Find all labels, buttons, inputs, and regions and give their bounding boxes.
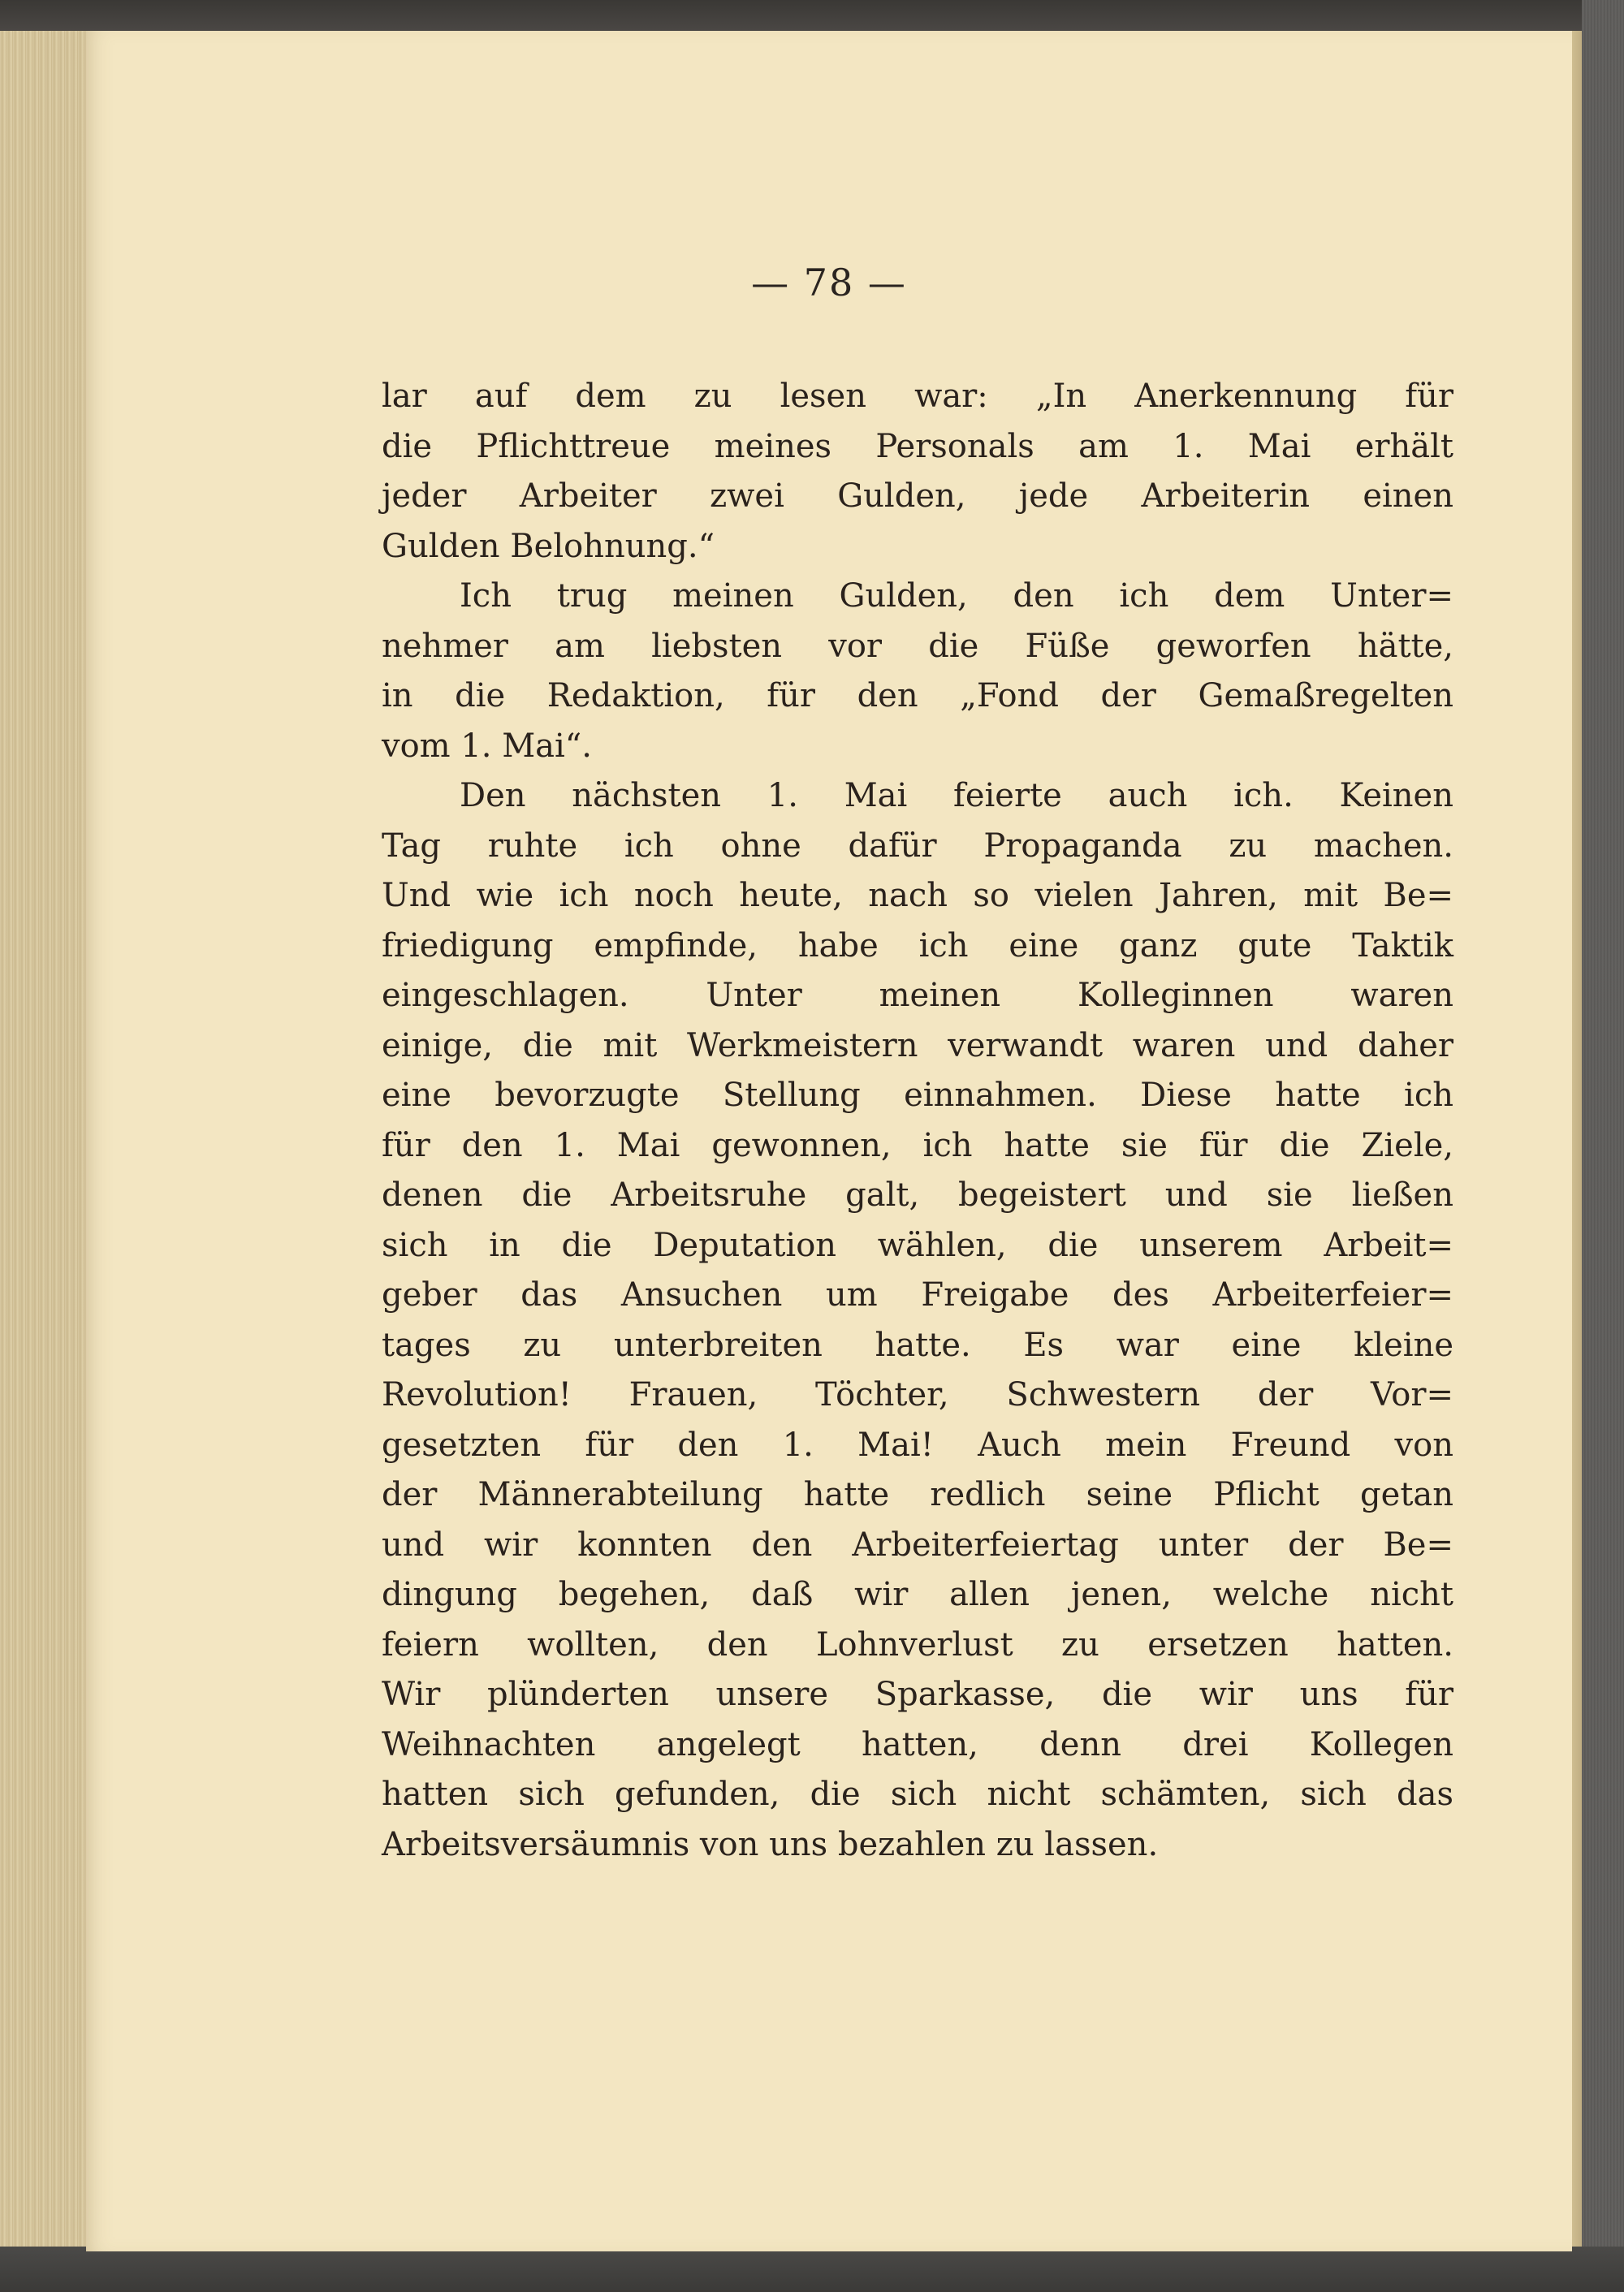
book-cover-top-edge [0,0,1624,31]
text-line: vom 1. Mai“. [382,727,592,765]
book-page [86,31,1572,2251]
text-line: denen die Arbeitsruhe galt, begeistert und sie ließen [382,1176,1453,1214]
text-line: friedigung empfinde, habe ich eine ganz gute Taktik [382,926,1453,965]
text-line: Revolution! Frauen, Töchter, Schwestern der Vor= [382,1376,1453,1414]
text-line: gesetzten für den 1. Mai! Auch mein Freund von [382,1426,1453,1464]
book-cover-bottom-edge [0,2247,1624,2292]
text-line: geber das Ansuchen um Freigabe des Arbeiterfeier= [382,1276,1453,1314]
text-line: hatten sich gefunden, die sich nicht schämten, sich das [382,1776,1453,1813]
text-line: Arbeitsversäumnis von uns bezahlen zu lassen. [382,1825,1159,1863]
text-line: feiern wollten, den Lohnverlust zu ersetzen hatten. [382,1625,1453,1664]
text-line: für den 1. Mai gewonnen, ich hatte sie für die Ziele, [382,1126,1453,1164]
text-line: Ich trug meinen Gulden, den ich dem Unter= [460,577,1453,615]
text-line: einige, die mit Werkmeistern verwandt waren und daher [382,1026,1453,1064]
page-number: — 78 — [751,261,907,304]
page-stack-left [0,31,89,2251]
text-line: Weihnachten angelegt hatten, denn drei Kollegen [382,1725,1453,1763]
text-line: eine bevorzugte Stellung einnahmen. Diese hatte ich [382,1077,1453,1114]
text-line: Gulden Belohnung.“ [382,527,715,565]
text-line: Den nächsten 1. Mai feierte auch ich. Keinen [460,777,1453,814]
text-line: tages zu unterbreiten hatte. Es war eine kleine [382,1326,1453,1364]
text-line: lar auf dem zu lesen war: „In Anerkennung für [382,378,1453,415]
text-line: eingeschlagen. Unter meinen Kolleginnen waren [382,977,1453,1014]
text-line: nehmer am liebsten vor die Füße geworfen hätte, [382,627,1453,665]
text-line: dingung begehen, daß wir allen jenen, welche nicht [382,1576,1453,1613]
text-line: jeder Arbeiter zwei Gulden, jede Arbeiterin einen [382,477,1453,515]
book-cover-right [1582,0,1624,2292]
text-line: Tag ruhte ich ohne dafür Propaganda zu machen. [382,827,1453,865]
text-line: die Pflichttreue meines Personals am 1. Mai erhält [382,427,1453,465]
text-line: in die Redaktion, für den „Fond der Gemaßregelten [382,677,1453,714]
text-line: Wir plünderten unsere Sparkasse, die wir uns für [382,1676,1453,1713]
text-line: Und wie ich noch heute, nach so vielen Jahren, mit Be= [382,877,1453,914]
body-text [382,372,1453,1870]
text-line: sich in die Deputation wählen, die unserem Arbeit= [382,1226,1453,1264]
text-line: und wir konnten den Arbeiterfeiertag unter der Be= [382,1526,1453,1564]
text-line: der Männerabteilung hatte redlich seine Pflicht getan [382,1476,1453,1513]
